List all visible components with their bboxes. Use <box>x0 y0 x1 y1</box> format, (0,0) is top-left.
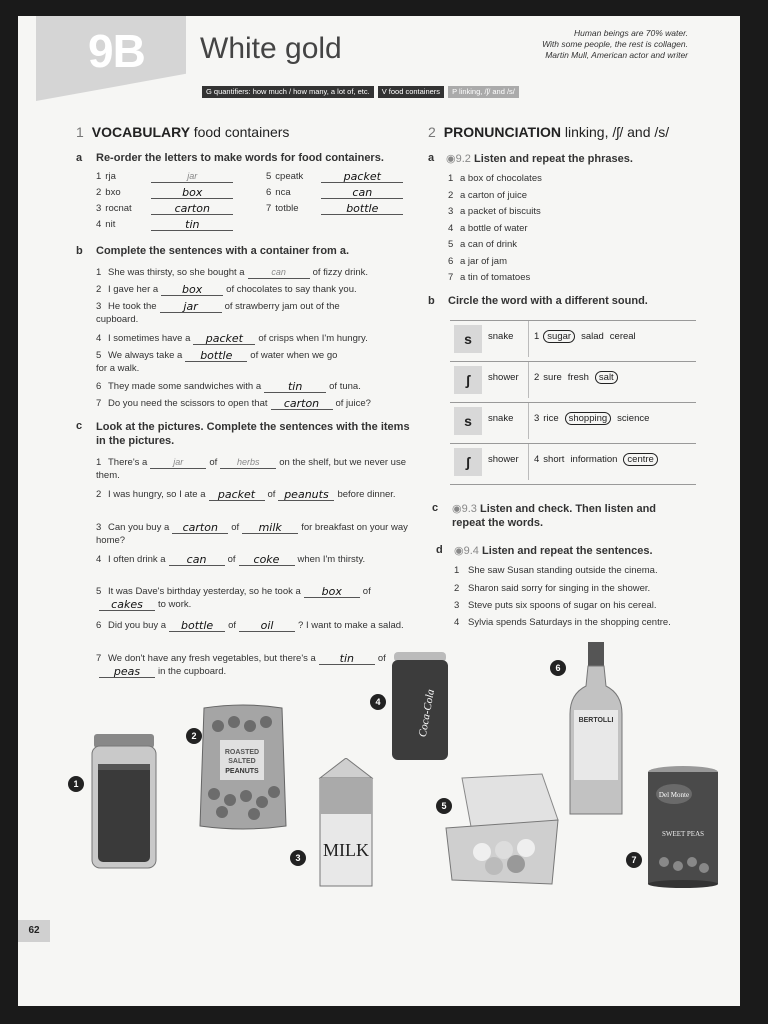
word-option[interactable]: cereal <box>609 331 636 342</box>
item-number: 3 <box>96 203 102 214</box>
sentence-text: of <box>362 586 371 597</box>
phrase-text: a box of chocolates <box>460 173 542 184</box>
sentence-text: I sometimes have a <box>108 333 191 344</box>
anagram-clue: nit <box>105 219 116 230</box>
sentence-text: It was Dave's birthday yesterday, so he took a <box>108 586 301 597</box>
word-options <box>534 331 642 342</box>
sentence-text: in the cupboard. <box>158 666 227 677</box>
item-number: 6 <box>96 620 102 631</box>
item-number: 1 <box>96 267 102 278</box>
anagram-item <box>266 202 403 215</box>
picture-number: 3 <box>290 850 306 866</box>
sound-symbol: s <box>454 325 482 353</box>
sentence-text: Sylvia spends Saturdays in the shopping centre. <box>468 617 671 628</box>
exercise-letter: b <box>428 295 435 307</box>
anagram-item <box>96 170 233 183</box>
item-number: 1 <box>96 171 102 182</box>
item-number: 1 <box>534 331 540 342</box>
sound-label: snake <box>488 331 514 342</box>
sentence-text: We always take a <box>108 350 183 361</box>
circled-word[interactable]: salt <box>595 371 618 384</box>
handwritten-answer: tin <box>319 653 375 665</box>
quote-line: Human beings are 70% water. <box>573 28 688 38</box>
handwritten-answer: jar <box>160 301 222 313</box>
picture-sentence <box>96 585 414 611</box>
picture-number: 2 <box>186 728 202 744</box>
exercise-instruction: ◉9.2 Listen and repeat the phrases. <box>446 153 633 165</box>
sentence-item <box>96 283 426 296</box>
picture-sentence <box>96 488 414 501</box>
sentence-text: for breakfast on your way home? <box>96 522 408 546</box>
handwritten-answer: box <box>304 586 360 598</box>
handwritten-answer: bottle <box>321 203 403 215</box>
sentence-text: of <box>377 653 386 664</box>
phrase-item <box>448 238 517 251</box>
vocab-heading: 1 VOCABULARY food containers <box>76 124 290 140</box>
exercise-instruction: Re-order the letters to make words for food containers. <box>96 152 384 164</box>
item-number: 4 <box>96 333 102 344</box>
svg-text:Coca-Cola: Coca-Cola <box>416 688 437 739</box>
sentence-text: She was thirsty, so she bought a <box>108 267 245 278</box>
page-number: 62 <box>18 920 50 942</box>
anagram-clue: bxo <box>105 187 121 198</box>
phrase-item <box>448 189 527 202</box>
item-number: 2 <box>96 489 102 500</box>
exercise-instruction: ◉9.4 Listen and repeat the sentences. <box>454 545 653 557</box>
divider <box>450 484 696 485</box>
handwritten-answer: carton <box>271 398 333 410</box>
jar-of-herbs-image <box>88 734 160 870</box>
example-answer: can <box>248 267 310 279</box>
handwritten-answer: can <box>169 554 225 566</box>
word-option[interactable]: salad <box>581 331 604 342</box>
sentence-text: of <box>267 489 276 500</box>
handwritten-answer: coke <box>239 554 295 566</box>
lesson-title: White gold <box>200 32 342 65</box>
divider <box>528 444 529 480</box>
svg-text:SWEET PEAS: SWEET PEAS <box>661 830 705 838</box>
box-of-cakes-image <box>442 768 562 888</box>
picture-number: 1 <box>68 776 84 792</box>
handwritten-answer: can <box>321 187 403 199</box>
anagram-item <box>96 202 233 215</box>
sentence-text: of <box>209 457 218 468</box>
sentence-item <box>96 397 426 410</box>
item-number: 6 <box>266 187 272 198</box>
picture-number: 6 <box>550 660 566 676</box>
circled-word[interactable]: centre <box>623 453 657 466</box>
word-option[interactable]: science <box>617 413 650 424</box>
oil-bottle-image <box>566 642 626 818</box>
sentence-text: of <box>227 554 236 565</box>
handwritten-answer: cakes <box>99 599 155 611</box>
anagram-item <box>266 186 403 199</box>
sentence-text: of fizzy drink. <box>312 267 369 278</box>
exercise-instruction: ◉9.3 Listen and check. Then listen and repeat the words. <box>452 503 657 529</box>
handwritten-answer: tin <box>264 381 326 393</box>
example-answer: jar <box>151 171 233 183</box>
phrase-item <box>448 255 507 268</box>
item-number: 4 <box>454 617 460 628</box>
handwritten-answer: box <box>161 284 223 296</box>
sound-row <box>450 320 696 357</box>
sentence-item <box>454 599 696 612</box>
sentence-text: of <box>231 522 240 533</box>
handwritten-answer: box <box>151 187 233 199</box>
quote <box>488 28 688 61</box>
phrase-text: a packet of biscuits <box>460 206 541 217</box>
svg-text:PEANUTS: PEANUTS <box>225 768 259 775</box>
divider <box>528 403 529 439</box>
circled-word[interactable]: shopping <box>565 412 612 425</box>
handwritten-answer: packet <box>193 333 255 345</box>
unit-number: 9B <box>88 25 145 77</box>
svg-text:ROASTED: ROASTED <box>224 749 260 756</box>
sentence-text: of chocolates to say thank you. <box>226 284 357 295</box>
item-number: 2 <box>534 372 540 383</box>
item-number: 4 <box>534 454 540 465</box>
exercise-letter: a <box>428 152 435 164</box>
sound-symbol: s <box>454 407 482 435</box>
peanuts-packet-image <box>198 702 288 832</box>
exercise-letter: d <box>436 544 443 556</box>
phrase-text: a jar of jam <box>460 255 507 267</box>
sentence-item <box>454 564 696 577</box>
anagram-item <box>96 218 233 231</box>
word-option[interactable]: sure <box>543 372 562 383</box>
sentence-text: We don't have any fresh vegetables, but there's a <box>108 653 316 664</box>
picture-number: 4 <box>370 694 386 710</box>
circled-word[interactable]: sugar <box>543 330 575 343</box>
phrase-item <box>448 205 541 218</box>
phrase-item <box>448 271 530 284</box>
sentence-text: of juice? <box>335 398 371 409</box>
divider <box>528 362 529 398</box>
sound-label: shower <box>488 454 519 465</box>
item-number: 4 <box>448 222 454 234</box>
audio-icon[interactable]: ◉ <box>454 545 464 557</box>
phrase-text: a bottle of water <box>460 222 528 234</box>
sentence-text: when I'm thirsty. <box>297 554 366 565</box>
quote-author: Martin Mull, American actor and writer <box>545 50 688 60</box>
sentence-item <box>96 380 426 393</box>
anagram-clue: totble <box>275 203 299 214</box>
item-number: 2 <box>96 187 102 198</box>
item-number: 1 <box>448 173 454 184</box>
item-number: 7 <box>96 653 102 664</box>
item-number: 2 <box>454 583 460 594</box>
vocab-tag: V food containers <box>378 86 444 98</box>
svg-text:Del Monte: Del Monte <box>658 791 690 799</box>
sentence-text: of crisps when I'm hungry. <box>258 333 368 344</box>
sentence-text: of strawberry jam out of the cupboard. <box>96 301 340 325</box>
sentence-item <box>454 582 696 595</box>
sentence-text: Did you buy a <box>108 620 167 631</box>
exercise-letter: b <box>76 245 83 257</box>
item-number: 7 <box>96 398 102 409</box>
picture-number: 7 <box>626 852 642 868</box>
sound-row <box>450 443 696 480</box>
anagram-clue: nca <box>275 187 291 198</box>
item-number: 5 <box>96 586 102 597</box>
sentence-item <box>454 616 696 629</box>
sentence-item <box>96 332 426 345</box>
grammar-tag: G quantifiers: how much / how many, a lot of, etc. <box>202 86 374 98</box>
sentence-text: Do you need the scissors to open that <box>108 398 268 409</box>
picture-sentence <box>96 619 414 632</box>
anagram-clue: rja <box>105 171 116 182</box>
anagram-clue: cpeatk <box>275 171 304 182</box>
sentence-item <box>96 349 346 375</box>
audio-icon[interactable]: ◉ <box>446 153 456 165</box>
exercise-letter: c <box>432 502 439 514</box>
item-number: 4 <box>96 554 102 565</box>
phrase-item <box>448 222 528 235</box>
item-number: 5 <box>448 239 454 250</box>
handwritten-answer: milk <box>242 522 298 534</box>
phrase-text: a tin of tomatoes <box>460 272 531 283</box>
phrase-text: a carton of juice <box>460 189 528 201</box>
audio-icon[interactable]: ◉ <box>452 503 462 515</box>
svg-text:BERTOLLI: BERTOLLI <box>578 717 614 724</box>
sentence-text: They made some sandwiches with a <box>108 381 262 392</box>
exercise-instruction: Circle the word with a different sound. <box>448 295 648 307</box>
word-option[interactable]: rice <box>543 413 559 424</box>
sentence-text: to work. <box>158 599 192 610</box>
exercise-letter: a <box>76 152 83 164</box>
item-number: 2 <box>96 284 102 295</box>
exercise-instruction: Complete the sentences with a container from a. <box>96 245 350 257</box>
item-number: 3 <box>96 522 102 533</box>
sound-label: snake <box>488 413 514 424</box>
picture-sentence <box>96 652 414 678</box>
item-number: 4 <box>96 219 102 230</box>
milk-carton-image <box>310 758 382 888</box>
item-number: 6 <box>448 255 454 267</box>
word-option[interactable]: information <box>570 454 618 465</box>
item-number: 1 <box>454 565 460 576</box>
item-number: 3 <box>454 600 460 611</box>
lesson-tags <box>202 86 519 98</box>
sentence-text: of tuna. <box>329 381 361 392</box>
sentence-text: There's a <box>108 457 148 468</box>
handwritten-answer: packet <box>209 489 265 501</box>
sentence-text: of <box>228 620 237 631</box>
sentence-text: He took the <box>108 301 157 312</box>
item-number: 3 <box>448 206 454 217</box>
phrase-item <box>448 172 542 185</box>
example-answer: herbs <box>220 457 276 469</box>
pronunciation-tag: P linking, /ʃ/ and /s/ <box>448 86 519 98</box>
handwritten-answer: bottle <box>185 350 247 362</box>
sentence-text: Sharon said sorry for singing in the shower. <box>468 583 651 594</box>
handwritten-answer: tin <box>151 219 233 231</box>
handwritten-answer: carton <box>172 522 228 534</box>
example-answer: jar <box>150 457 206 469</box>
word-options <box>534 454 664 465</box>
picture-sentence <box>96 521 414 547</box>
sentence-text: I gave her a <box>108 284 159 295</box>
sound-row <box>450 402 696 439</box>
handwritten-answer: peanuts <box>278 489 334 501</box>
item-number: 5 <box>266 171 272 182</box>
exercise-letter: c <box>76 420 83 432</box>
item-number: 6 <box>96 381 102 392</box>
handwritten-answer: oil <box>239 620 295 632</box>
sentence-text: Can you buy a <box>108 522 170 533</box>
item-number: 3 <box>534 413 540 424</box>
anagram-item <box>266 170 403 183</box>
sound-row <box>450 361 696 398</box>
sound-symbol: ʃ <box>454 366 482 394</box>
sound-label: shower <box>488 372 519 383</box>
sentence-text: I was hungry, so I ate a <box>108 489 206 500</box>
sentence-text: She saw Susan standing outside the cinema. <box>468 565 658 576</box>
sentence-text: on the shelf, but we never use them. <box>96 457 406 481</box>
sentence-text: ? I want to make a salad. <box>298 620 404 631</box>
word-option[interactable]: short <box>543 454 565 465</box>
item-number: 2 <box>448 189 454 201</box>
picture-sentence <box>96 456 414 482</box>
svg-text:SALTED: SALTED <box>228 758 256 765</box>
divider <box>528 321 529 357</box>
handwritten-answer: bottle <box>169 620 225 632</box>
anagram-item <box>96 186 233 199</box>
word-options <box>534 413 655 424</box>
workbook-page <box>18 16 740 1006</box>
handwritten-answer: packet <box>321 171 403 183</box>
tin-of-peas-image <box>646 764 720 888</box>
item-number: 5 <box>96 350 102 361</box>
item-number: 7 <box>448 272 454 283</box>
sentence-text: Steve puts six spoons of sugar on his cereal. <box>468 600 657 611</box>
quote-line: With some people, the rest is collagen. <box>542 39 688 49</box>
pron-heading: 2 PRONUNCIATION linking, /ʃ/ and /s/ <box>428 124 670 140</box>
phrase-text: a can of drink <box>460 239 518 250</box>
svg-text:MILK: MILK <box>323 840 369 860</box>
word-options <box>534 372 624 383</box>
coke-can-image <box>392 652 448 764</box>
sentence-text: I often drink a <box>108 554 166 565</box>
sentence-text: of water when we go for a walk. <box>96 350 338 374</box>
sentence-item <box>96 266 426 279</box>
sentence-text: before dinner. <box>337 489 396 500</box>
item-number: 1 <box>96 457 102 468</box>
anagram-clue: rocnat <box>105 203 132 214</box>
item-number: 7 <box>266 203 272 214</box>
picture-number: 5 <box>436 798 452 814</box>
sound-symbol: ʃ <box>454 448 482 476</box>
sentence-item <box>96 300 346 326</box>
handwritten-answer: peas <box>99 666 155 678</box>
item-number: 3 <box>96 301 102 312</box>
word-option[interactable]: fresh <box>567 372 589 383</box>
exercise-instruction: Look at the pictures. Complete the sentences with the items in the pictures. <box>96 421 410 447</box>
picture-sentence <box>96 553 414 566</box>
handwritten-answer: carton <box>151 203 233 215</box>
